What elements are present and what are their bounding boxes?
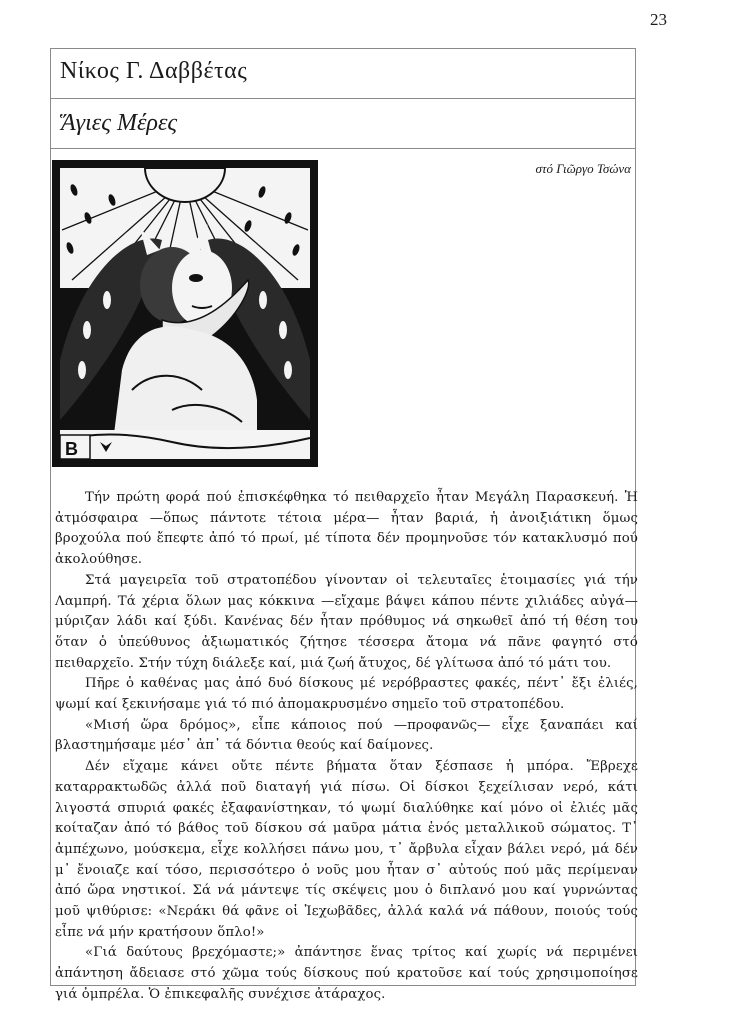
dedication: στό Γιῶργο Τσώνα: [535, 161, 631, 176]
paragraph: Πῆρε ὁ καθένας μας ἀπό δυό δίσκους μέ νερόβραστες φακές, πέντ᾽ ἔξι ἐλιές, ψωμί καί ξεκινήσαμε γιά τό πιό ἀπομακρυσμένο σημεῖο τοῦ στρατοπέδου.: [55, 676, 638, 713]
author-header: [51, 49, 635, 99]
woodcut-demon-embracing-woman-icon: [52, 160, 318, 467]
monogram-letter: B: [65, 439, 78, 459]
title-header: [51, 99, 635, 149]
story-body: [55, 488, 638, 1006]
paragraph: Δέν εἴχαμε κάνει οὔτε πέντε βήματα ὅταν ξέσπασε ἡ μπόρα. Ἔβρεχε καταρρακτωδῶς ἀλλά ποῦ διαταγή γιά πίσω. Οἱ δίσκοι ξεχείλισαν νερό, κάτι λιγοστά σπυριά φακές ἐξαφανίστηκαν, τό ψωμί διαλύθηκε καί μόνο οἱ ἐλιές μᾶς κοίταζαν ἀπό τό βάθος τοῦ δίσκου σά μαῦρα μάτια ἑνός μεταλλικοῦ σώματος. Τ᾽ ἀμπέχωνο, μούσκεμα, εἶχε κολλήσει πάνω μου, τ᾽ ἄρβυλα εἶχαν βάλει νερό, μά δέν μ᾽ ἔνοιαζε καί τόσο, περισσότερο ὁ νοῦς μου ἦταν σ᾽ αὐτούς πού μᾶς περίμεναν ἀπό ὥρα νηστικοί. Σά νά μάντεψε τίς σκέψεις μου ὁ διπλανό μου καί γυρνώντας μοῦ ψιθύρισε: «Νεράκι θά φᾶνε οἱ Ἰεχωβᾶδες, ἀλλά καλά νά πάθουν, ποιούς τούς εἶπε νά μήν κρατήσουν ὅπλο!»: [55, 759, 638, 940]
paragraph: Στά μαγειρεῖα τοῦ στρατοπέδου γίνονταν οἱ τελευταῖες ἑτοιμασίες γιά τήν Λαμπρή. Τά χέρια ὅλων μας κόκκινα —εἴχαμε βάψει κάπου πέντε χιλιάδες αὐγά— μύριζαν λάδι καί ξύδι. Κανένας δέν ἦταν πρόθυμος νά σηκωθεῖ ἀπό τή θέση του ὅταν ὁ ὑπεύθυνος ἀξιωματικός ζήτησε τέσσερα ἄτομα νά πᾶνε φαγητό στό πειθαρχεῖο. Στήν τύχη διάλεξε καί, μιά ζωή ἄτυχος, δέ γλίτωσα ἀπό τό μάτι του.: [55, 572, 638, 671]
page-number: 23: [650, 10, 667, 29]
paragraph: «Γιά δαύτους βρεχόμαστε;» ἀπάντησε ἕνας τρίτος καί χωρίς νά περιμένει ἀπάντηση ἄδειασε στό χῶμα τούς δίσκους πού κρατοῦσε καί τούς χρησιμοποίησε γιά ὀμπρέλα. Ὁ ἐπικεφαλῆς συνέχισε ἀτάραχος.: [55, 945, 638, 1002]
story-title: Ἅγιες Μέρες: [61, 110, 178, 136]
author-name: Νίκος Γ. Δαββέτας: [60, 58, 248, 84]
paragraph: «Μισή ὥρα δρόμος», εἶπε κάποιος πού —προφανῶς— εἶχε ξαναπάει καί βλαστημήσαμε μέσ᾽ ἀπ᾽ τά δόντια θεούς καί δαίμονες.: [55, 717, 638, 754]
paragraph: Τήν πρώτη φορά πού ἐπισκέφθηκα τό πειθαρχεῖο ἦταν Μεγάλη Παρασκευή. Ἡ ἀτμόσφαιρα —ὅπως πάντοτε τέτοια μέρα— ἦταν βαριά, ἡ ἀνοιξιάτικη ὅμως βροχούλα πού ἔπεφτε ἀπό τό πρωί, μέ τίποτα δέν προμηνοῦσε τόν κατακλυσμό πού ἀκολούθησε.: [55, 490, 638, 568]
